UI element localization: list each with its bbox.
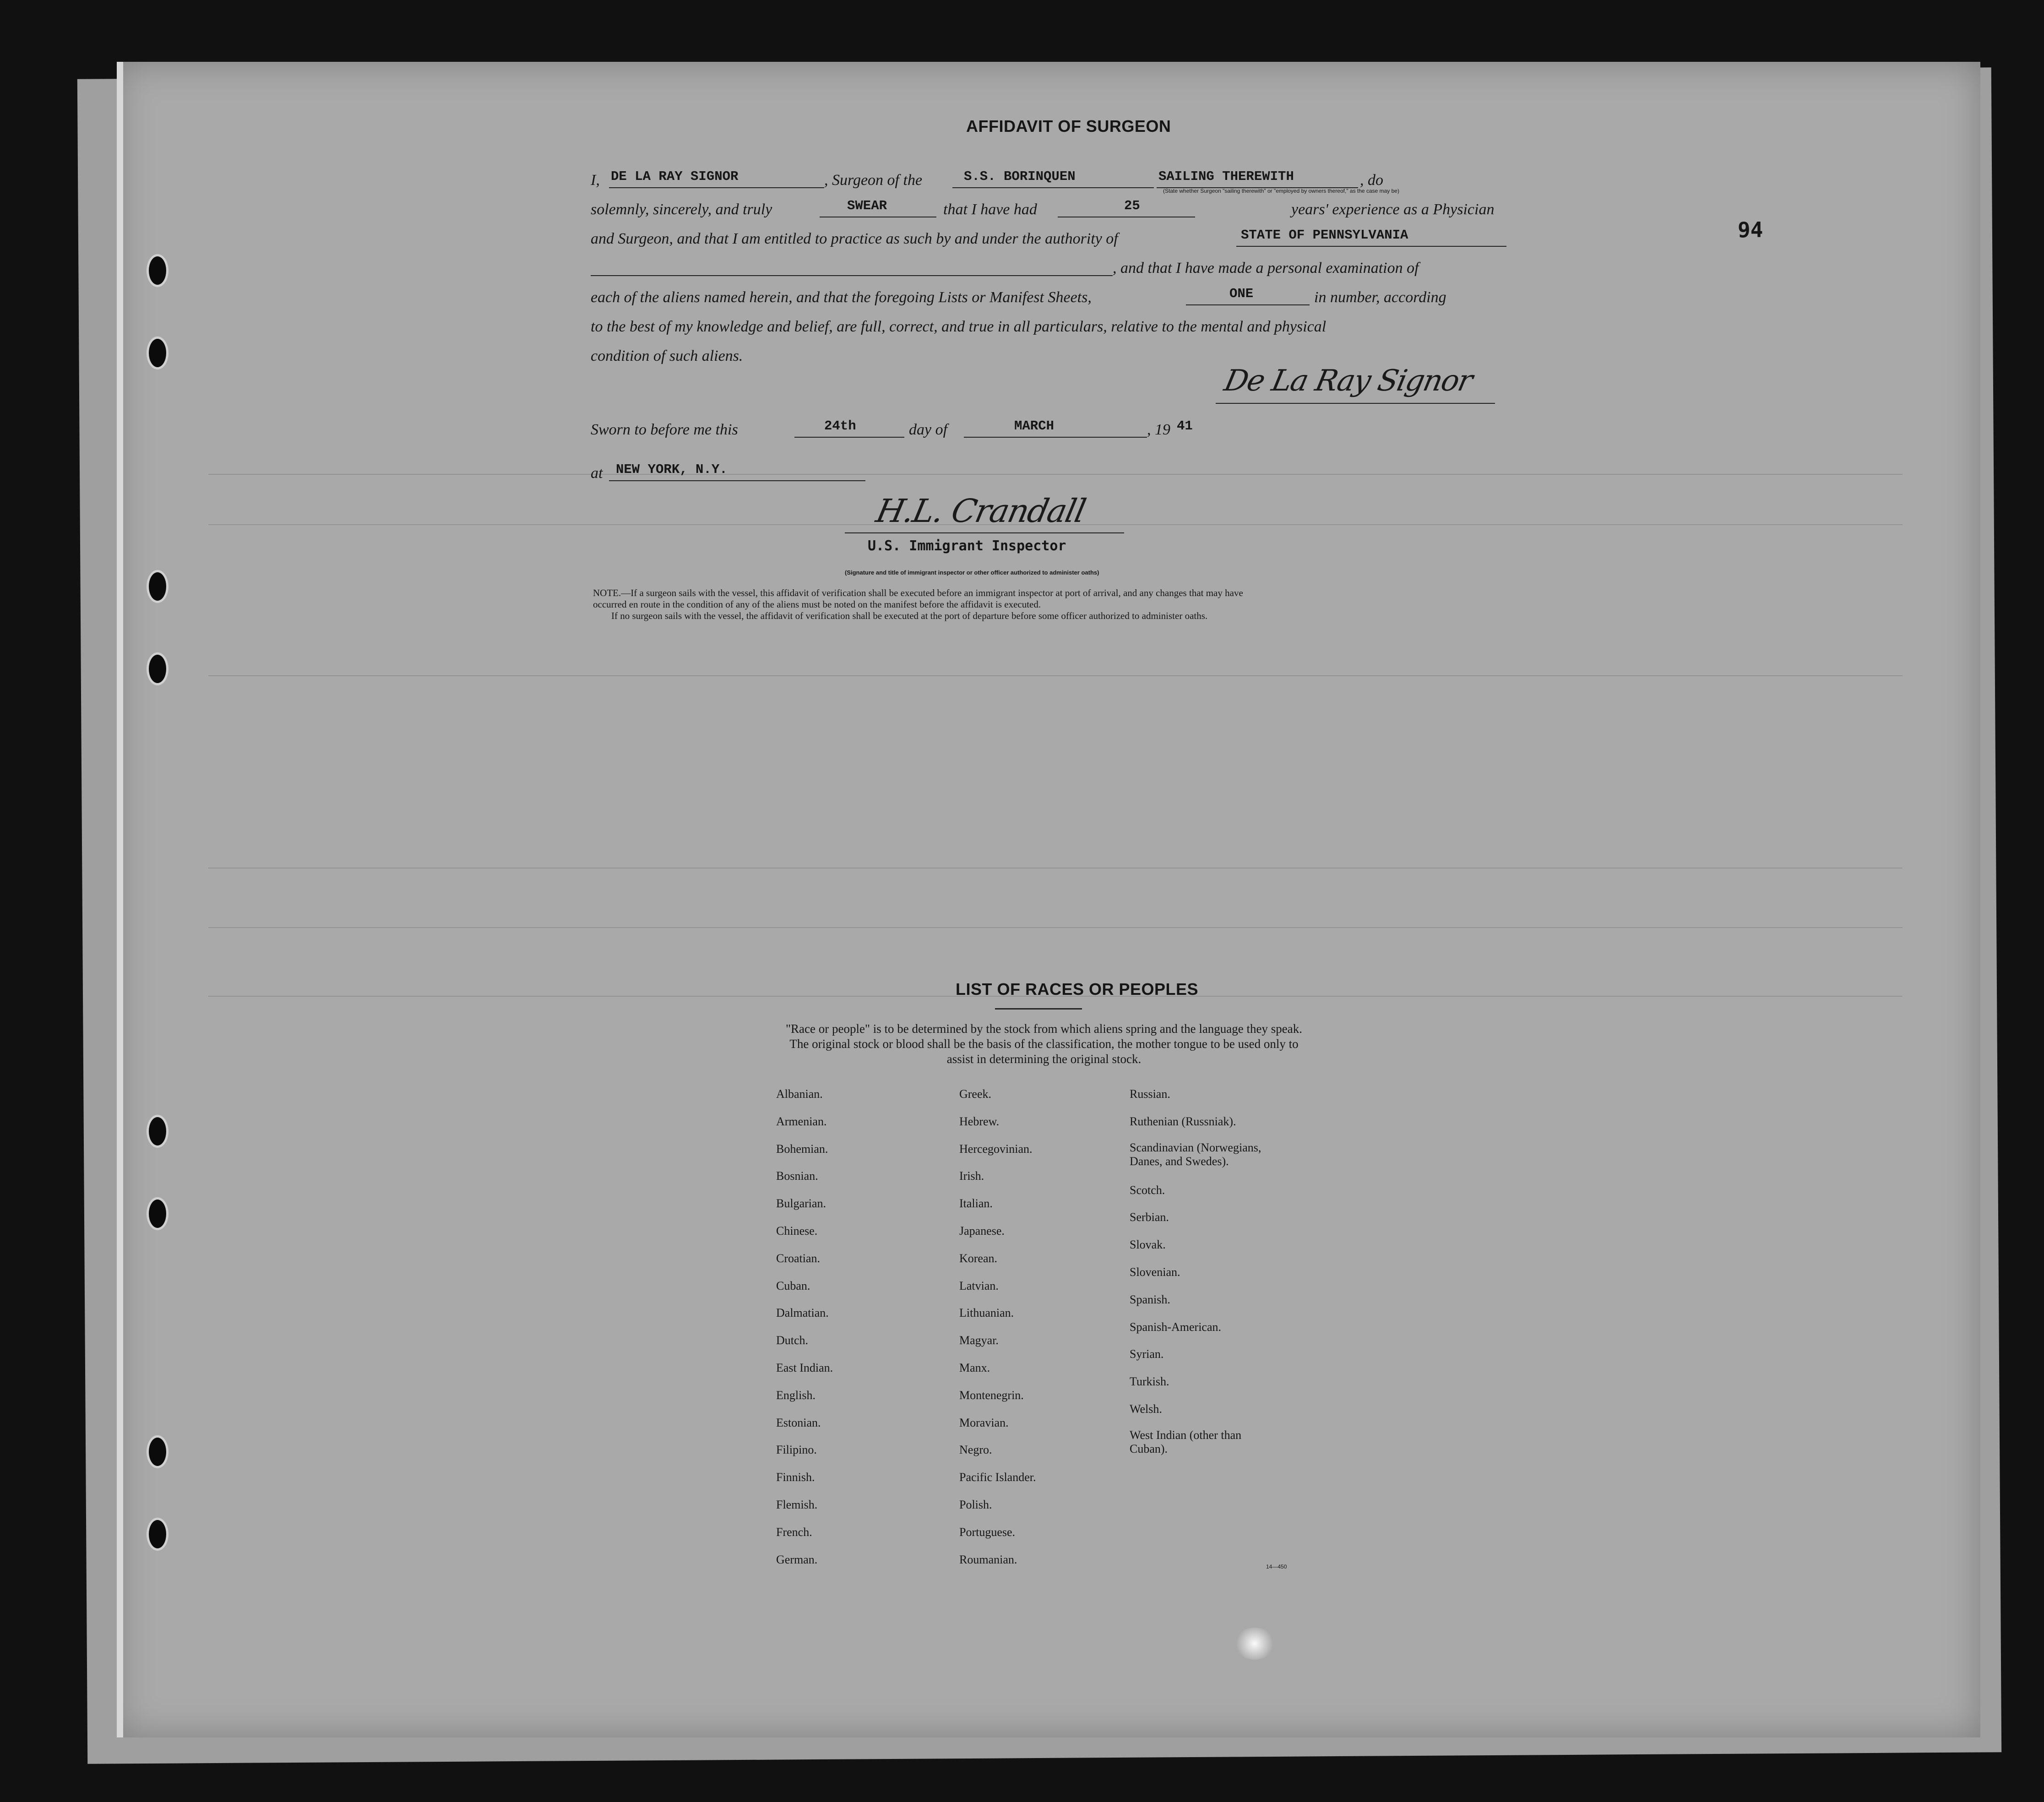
fill-line <box>609 187 824 188</box>
race-item: Korean. <box>959 1251 998 1265</box>
race-item: Slovak. <box>1130 1238 1166 1252</box>
document-page <box>117 62 1980 1737</box>
races-column-3 <box>1130 1080 1322 1464</box>
title-rule <box>995 1008 1082 1010</box>
affidavit-note <box>593 587 1545 622</box>
fill-line <box>609 480 865 481</box>
race-item: Roumanian. <box>959 1552 1017 1566</box>
bleed-through-rule <box>208 675 1903 676</box>
race-item: Hebrew. <box>959 1114 1000 1128</box>
race-item: Serbian. <box>1130 1210 1169 1224</box>
binder-hole <box>147 1518 169 1551</box>
race-item: Finnish. <box>776 1471 815 1484</box>
race-item: Scandinavian (Norwegians, Danes, and Swedes). <box>1130 1140 1261 1168</box>
photo-glare <box>1234 1628 1275 1660</box>
binder-hole <box>147 570 169 603</box>
binder-hole <box>147 1115 169 1148</box>
sworn-line <box>591 418 1506 442</box>
inspector-signature: H.L. Crandall <box>873 492 1089 530</box>
race-item: English. <box>776 1388 815 1402</box>
inspector-title: U.S. Immigrant Inspector <box>868 538 1066 554</box>
text-years-experience: years' experience as a Physician <box>1291 201 1495 218</box>
race-item: Magyar. <box>959 1334 999 1347</box>
race-item: French. <box>776 1525 812 1539</box>
race-item: Lithuanian. <box>959 1306 1014 1320</box>
text-sworn: Sworn to before me this <box>591 421 738 438</box>
note-line-3: If no surgeon sails with the vessel, the affidavit of verification shall be executed at the port of departure before some officer authorized to administer oaths. <box>611 610 1208 621</box>
text-in-number: in number, according <box>1314 289 1446 306</box>
race-item: Manx. <box>959 1361 990 1374</box>
signature-line <box>845 532 1124 533</box>
sheet-count: ONE <box>1229 286 1254 301</box>
text-manifest-sheets: each of the aliens named herein, and that the foregoing Lists or Manifest Sheets, <box>591 289 1092 306</box>
race-item: Scotch. <box>1130 1183 1165 1197</box>
years-experience: 25 <box>1124 198 1140 213</box>
text-do: , do <box>1360 172 1383 189</box>
affidavit-title: AFFIDAVIT OF SURGEON <box>966 117 1171 136</box>
text-that-i-have-had: that I have had <box>943 201 1037 218</box>
binder-hole <box>147 1435 169 1468</box>
race-item: Dutch. <box>776 1334 809 1347</box>
race-item: Welsh. <box>1130 1402 1162 1416</box>
fill-line <box>794 437 904 438</box>
affidavit-line-5 <box>591 286 1506 310</box>
race-item: German. <box>776 1552 818 1566</box>
sailing-note: (State whether Surgeon "sailing therewith" or "employed by owners thereof," as the case may be) <box>1163 188 1399 194</box>
race-item: West Indian (other than Cuban). <box>1130 1428 1242 1455</box>
race-item: Dalmatian. <box>776 1306 829 1320</box>
race-item: Cuban. <box>776 1279 810 1292</box>
surgeon-name: DE LA RAY SIGNOR <box>611 169 739 184</box>
note-line-1: NOTE.—If a surgeon sails with the vessel, this affidavit of verification shall be executed before an immigrant inspector at port of arrival, and any changes that may have <box>593 587 1243 598</box>
signature-caption: (Signature and title of immigrant inspector or other officer authorized to administer oaths) <box>845 569 1099 576</box>
page-number: 94 <box>1738 217 1763 242</box>
race-item: Syrian. <box>1130 1347 1164 1361</box>
affidavit-line-1 <box>591 169 1506 194</box>
race-item: Flemish. <box>776 1498 818 1511</box>
licensing-authority: STATE OF PENNSYLVANIA <box>1241 228 1408 243</box>
page-edge <box>117 62 123 1737</box>
race-item: Slovenian. <box>1130 1265 1180 1279</box>
race-item: Polish. <box>959 1498 992 1511</box>
race-item: Turkish. <box>1130 1375 1169 1389</box>
oath-type: SWEAR <box>847 198 887 213</box>
binder-hole <box>147 337 169 369</box>
form-number: 14—450 <box>1266 1563 1287 1570</box>
affidavit-line-7: condition of such aliens. <box>591 347 743 364</box>
race-item: Bulgarian. <box>776 1197 826 1210</box>
fill-line <box>1186 304 1310 305</box>
text-year-prefix: , 19 <box>1147 421 1170 438</box>
place-line <box>591 462 1506 486</box>
sworn-day: 24th <box>824 418 856 434</box>
race-item: Portuguese. <box>959 1525 1016 1539</box>
affidavit-line-3 <box>591 230 1506 251</box>
note-line-2: occurred en route in the condition of any of the aliens must be noted on the manifest before the affidavit is executed. <box>593 599 1041 610</box>
surgeon-signature: De La Ray Signor <box>1221 364 1475 398</box>
text-i: I, <box>591 172 600 189</box>
race-item: Hercegovinian. <box>959 1142 1033 1156</box>
race-item: East Indian. <box>776 1361 833 1374</box>
race-item: Bohemian. <box>776 1142 828 1156</box>
binder-hole <box>147 652 169 685</box>
race-item: Croatian. <box>776 1251 821 1265</box>
fill-line <box>952 187 1154 188</box>
races-column-1 <box>776 1080 968 1573</box>
sworn-place: NEW YORK, N.Y. <box>616 462 728 477</box>
race-item: Estonian. <box>776 1416 821 1429</box>
affidavit-line-4 <box>591 260 1506 281</box>
sworn-year: 41 <box>1177 418 1193 434</box>
affidavit-line-2 <box>591 198 1506 222</box>
race-item: Bosnian. <box>776 1169 818 1183</box>
fill-line <box>591 275 1113 276</box>
bleed-through-rule <box>208 927 1903 928</box>
race-item: Spanish. <box>1130 1292 1170 1306</box>
text-day-of: day of <box>909 421 948 438</box>
races-intro: "Race or people" is to be determined by the stock from which aliens spring and the language they speak. The original stock or blood shall be the basis of the classification, the mother tongue to be used only to assist in determining the original stock. <box>786 1022 1302 1066</box>
binder-hole <box>147 254 169 287</box>
race-item: Ruthenian (Russniak). <box>1130 1114 1236 1128</box>
signature-line <box>1216 403 1495 404</box>
race-item: Armenian. <box>776 1114 827 1128</box>
affidavit-line-6: to the best of my knowledge and belief, are full, correct, and true in all particulars, relative to the mental and physical <box>591 318 1326 335</box>
race-item: Filipino. <box>776 1443 817 1457</box>
text-at: at <box>591 465 603 482</box>
binder-hole <box>147 1197 169 1230</box>
race-item: Latvian. <box>959 1279 999 1292</box>
text-authority: and Surgeon, and that I am entitled to practice as such by and under the authority of <box>591 230 1118 247</box>
race-item: Italian. <box>959 1197 993 1210</box>
fill-line <box>964 437 1147 438</box>
text-personal-examination: , and that I have made a personal examination of <box>1113 260 1419 277</box>
vessel-name: S.S. BORINQUEN <box>964 169 1076 184</box>
sworn-month: MARCH <box>1014 418 1055 434</box>
race-item: Chinese. <box>776 1224 818 1238</box>
races-title: LIST OF RACES OR PEOPLES <box>956 980 1199 999</box>
race-item: Negro. <box>959 1443 992 1457</box>
race-item: Albanian. <box>776 1087 823 1101</box>
race-item: Irish. <box>959 1169 984 1183</box>
text-solemnly: solemnly, sincerely, and truly <box>591 201 772 218</box>
race-item: Greek. <box>959 1087 992 1101</box>
text-surgeon-of: , Surgeon of the <box>824 172 923 189</box>
races-column-2 <box>959 1080 1152 1573</box>
race-item: Spanish-American. <box>1130 1320 1222 1334</box>
sailing-status: SAILING THEREWITH <box>1158 169 1294 184</box>
race-item: Japanese. <box>959 1224 1005 1238</box>
race-item: Montenegrin. <box>959 1388 1024 1402</box>
race-item: Russian. <box>1130 1087 1170 1101</box>
fill-line <box>1236 246 1506 247</box>
race-item: Moravian. <box>959 1416 1009 1429</box>
race-item: Pacific Islander. <box>959 1471 1036 1484</box>
